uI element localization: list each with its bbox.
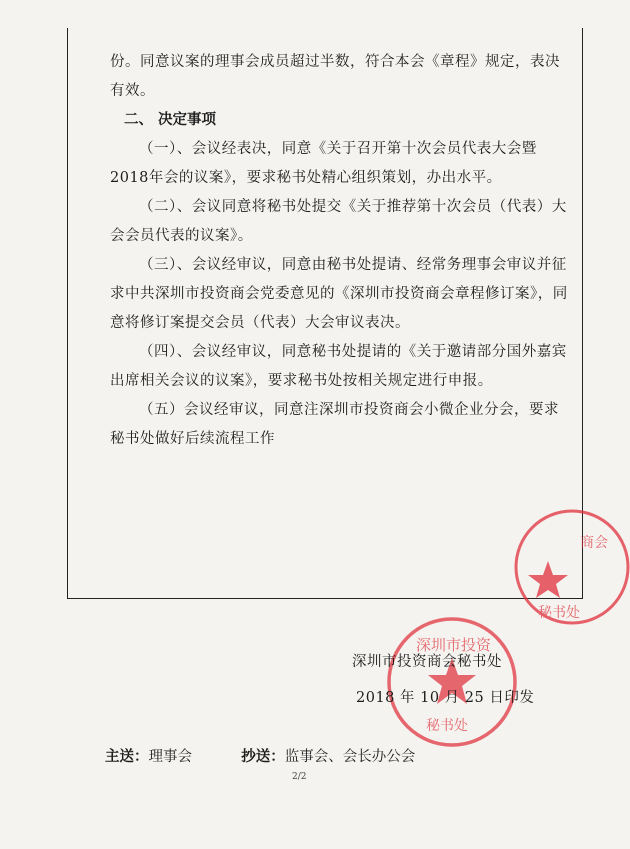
document-body [110,48,572,454]
cc-label: 抄送： [241,749,285,765]
signature-date: 2018 年 10 月 25 日印发 [356,690,535,706]
decision-item: （一）、会议经表决，同意《关于召开第十次会员代表大会暨2018年会的议案》，要求秘书处精心组织策划，办出水平。 [110,141,537,186]
to-label: 主送： [105,749,149,765]
cc-value: 监事会、会长办公会 [284,749,416,765]
decision-item: （四）、会议经审议，同意秘书处提请的《关于邀请部分国外嘉宾出席相关会议的议案》，要求秘书处按相关规定进行申报。 [110,344,567,389]
footer-distribution [105,745,415,766]
svg-text:秘书处: 秘书处 [538,605,580,621]
intro-paragraph: 份。同意议案的理事会成员超过半数，符合本会《章程》规定，表决有效。 [110,54,560,99]
section-heading: 二、 决定事项 [124,112,217,128]
to-value: 理事会 [148,749,192,765]
svg-text:深圳市投资: 深圳市投资 [416,636,492,654]
decision-item: （三）、会议经审议，同意由秘书处提请、经常务理事会审议并征求中共深圳市投资商会党委意见的《深圳市投资商会章程修订案》，同意将修订案提交会员（代表）大会审议表决。 [110,257,568,331]
secretariat-seal [510,505,630,635]
signature-org: 深圳市投资商会秘书处 [352,654,502,670]
decision-item: （二）、会议同意将秘书处提交《关于推荐第十次会员（代表）大会会员代表的议案》。 [110,199,567,244]
official-seal [382,612,522,752]
page-number: 2/2 [292,772,307,782]
svg-text:秘书处: 秘书处 [426,718,468,734]
decision-item: （五）会议经审议，同意注深圳市投资商会小微企业分会，要求秘书处做好后续流程工作 [110,402,559,447]
svg-text:商会: 商会 [580,535,608,551]
